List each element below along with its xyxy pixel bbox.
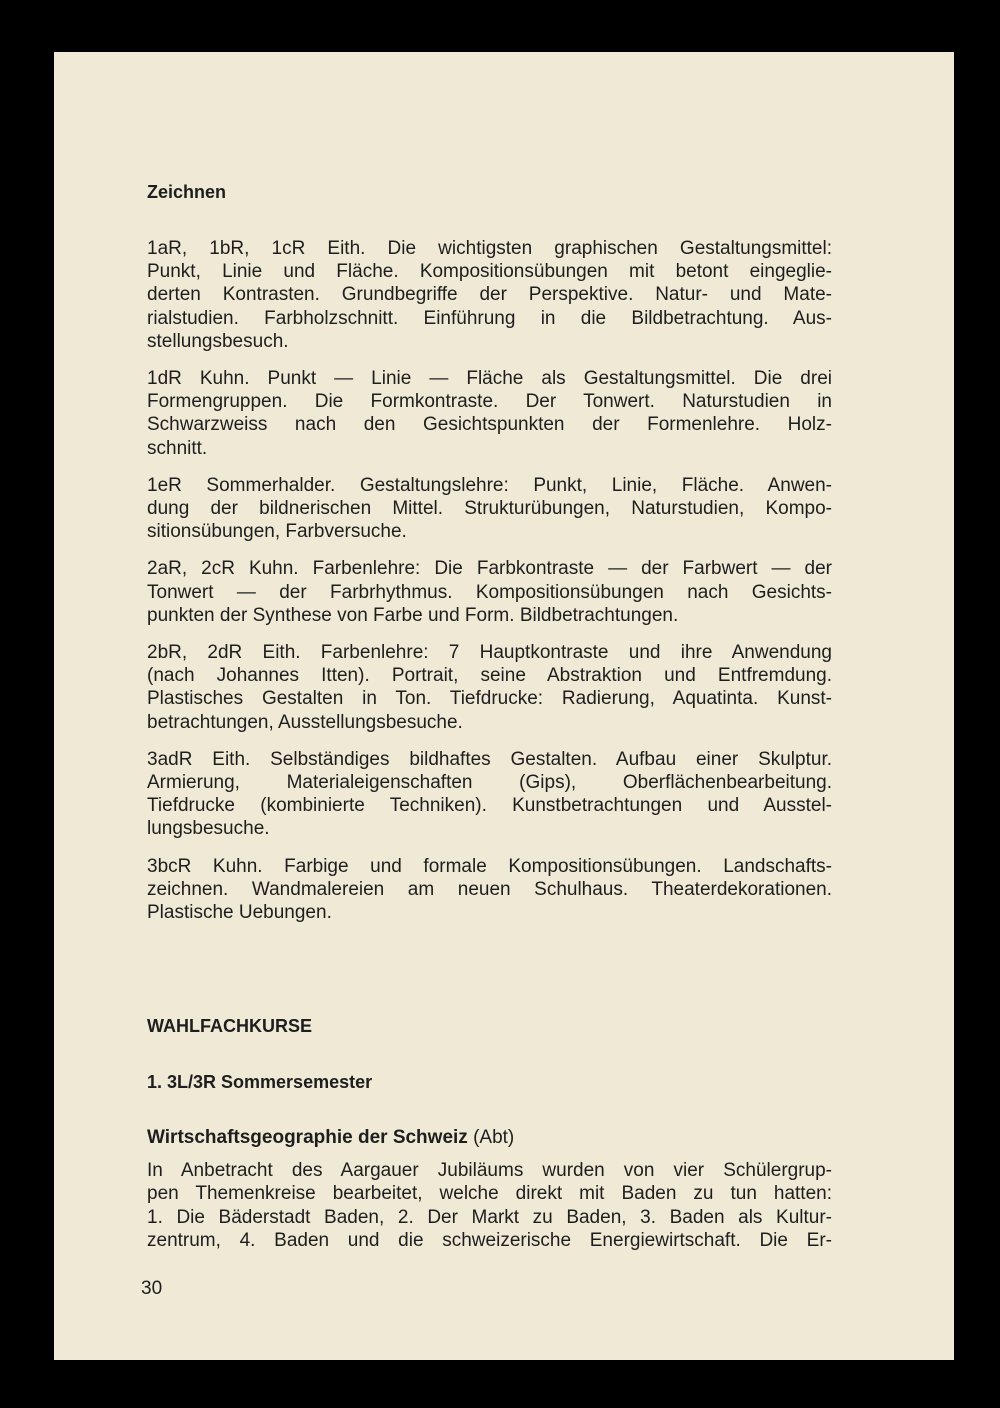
document-page xyxy=(54,52,954,1360)
paragraph-line: Plastische Uebungen. xyxy=(147,902,332,924)
paragraph-line: 3adR Eith. Selbständiges bildhaftes Gestalten. Aufbau einer Skulptur. xyxy=(147,748,832,770)
page-content xyxy=(147,180,832,1252)
paragraph-line: 2aR, 2cR Kuhn. Farbenlehre: Die Farbkontraste — der Farbwert — der xyxy=(147,558,832,580)
paragraph-line: Schwarzweiss nach den Gesichtspunkten der Formenlehre. Holz- xyxy=(147,414,832,436)
page-number: 30 xyxy=(141,1278,163,1299)
paragraph-line: 1eR Sommerhalder. Gestaltungslehre: Punkt, Linie, Fläche. Anwen- xyxy=(147,474,832,496)
paragraph-line: (nach Johannes Itten). Portrait, seine Abstraktion und Entfremdung. xyxy=(147,665,832,687)
course-title-teacher: (Abt) xyxy=(467,1127,515,1149)
paragraph-line: dung der bildnerischen Mittel. Strukturübungen, Naturstudien, Kompo- xyxy=(147,498,832,520)
paragraph xyxy=(147,748,832,841)
paragraph-line: Plastisches Gestalten in Ton. Tiefdrucke: Radierung, Aquatinta. Kunst- xyxy=(147,688,832,710)
paragraph-line: 1aR, 1bR, 1cR Eith. Die wichtigsten graphischen Gestaltungsmittel: xyxy=(147,238,832,259)
paragraph-line: Tiefdrucke (kombinierte Techniken). Kunstbetrachtungen und Ausstel- xyxy=(147,795,832,817)
paragraph-line: Tonwert — der Farbrhythmus. Kompositionsübungen nach Gesichts- xyxy=(147,581,832,603)
paragraph-line: punkten der Synthese von Farbe und Form. Bildbetrachtungen. xyxy=(147,604,679,626)
paragraph xyxy=(147,855,832,925)
paragraph-line: zentrum, 4. Baden und die schweizerische Energiewirtschaft. Die Er- xyxy=(147,1229,832,1251)
paragraph-line: Armierung, Materialeigenschaften (Gips), Oberflächenbearbeitung. xyxy=(147,772,832,794)
paragraph-line: Formengruppen. Die Formkontraste. Der Tonwert. Naturstudien in xyxy=(147,391,832,413)
paragraph-line: schnitt. xyxy=(147,437,208,459)
paragraph-line: 1dR Kuhn. Punkt — Linie — Fläche als Gestaltungsmittel. Die drei xyxy=(147,368,832,390)
paragraph-line: Punkt, Linie und Fläche. Kompositionsübungen mit betont eingeglie- xyxy=(147,261,832,283)
paragraph-line: stellungsbesuch. xyxy=(147,330,289,352)
section-title-wahlfachkurse: WAHLFACHKURSE xyxy=(147,1016,312,1037)
paragraph-line: 2bR, 2dR Eith. Farbenlehre: 7 Hauptkontraste und ihre Anwendung xyxy=(147,642,832,664)
wahlfach-paragraph xyxy=(147,1159,832,1252)
section-title-zeichnen: Zeichnen xyxy=(147,182,227,202)
paragraph xyxy=(147,641,832,734)
paragraph-line: lungsbesuche. xyxy=(147,818,270,840)
paragraph xyxy=(147,367,832,460)
paragraph-line: 3bcR Kuhn. Farbige und formale Kompositionsübungen. Landschafts- xyxy=(147,855,832,877)
paragraph-line: betrachtungen, Ausstellungsbesuche. xyxy=(147,711,463,733)
paragraph-line: derten Kontrasten. Grundbegriffe der Perspektive. Natur- und Mate- xyxy=(147,284,832,306)
paragraph xyxy=(147,557,832,627)
course-title-name: Wirtschaftsgeographie der Schweiz xyxy=(147,1127,468,1149)
paragraph xyxy=(147,237,832,353)
paragraph-line: In Anbetracht des Aargauer Jubiläums wurden von vier Schülergrup- xyxy=(147,1160,832,1182)
semester-title: 1. 3L/3R Sommersemester xyxy=(147,1072,373,1093)
paragraph-line: rialstudien. Farbholzschnitt. Einführung in die Bildbetrachtung. Aus- xyxy=(147,307,832,329)
paragraph xyxy=(147,474,832,544)
paragraph-line: 1. Die Bäderstadt Baden, 2. Der Markt zu Baden, 3. Baden als Kultur- xyxy=(147,1206,832,1228)
zeichnen-paragraphs xyxy=(147,237,832,924)
paragraph xyxy=(147,1159,832,1252)
paragraph-line: zeichnen. Wandmalereien am neuen Schulhaus. Theaterdekorationen. xyxy=(147,878,832,900)
paragraph-line: sitionsübungen, Farbversuche. xyxy=(147,521,407,543)
course-title xyxy=(147,1126,832,1149)
paragraph-line: pen Themenkreise bearbeitet, welche direkt mit Baden zu tun hatten: xyxy=(147,1183,832,1205)
